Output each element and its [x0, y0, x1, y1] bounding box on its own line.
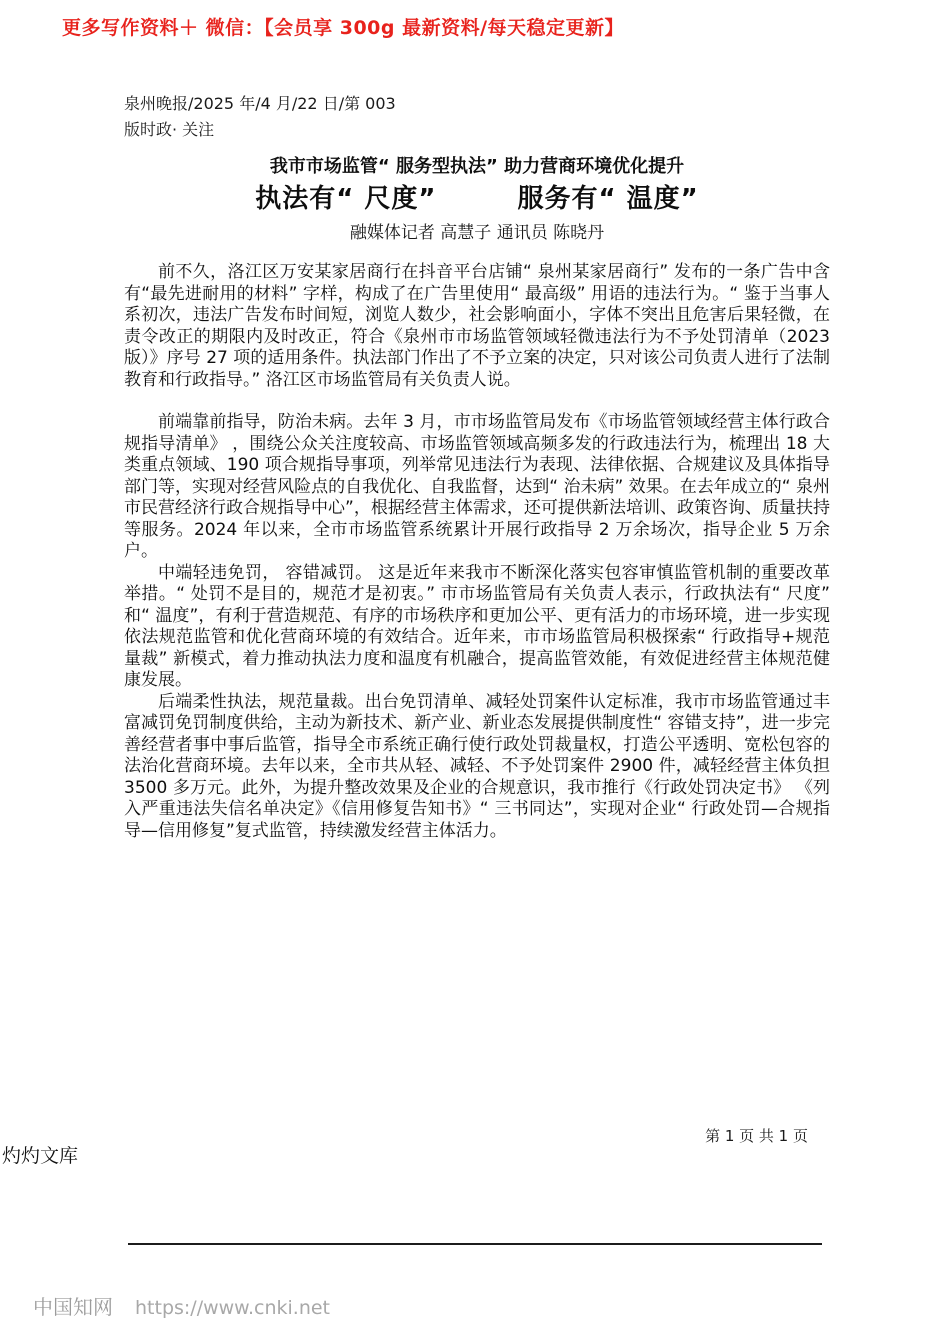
article-paragraph: 前端靠前指导，防治未病。去年 3 月，市市场监管局发布《市场监管领域经营主体行政合规指导清单》 ，围绕公众关注度较高、市场监管领域高频多发的行政违法行为，梳理出 18 大类重点领域、190 项合规指导事项，列举常见违法行为表现、法律依据、合规建议及具体指导部门等，实现对经营风险点的自我优化、自我监督，达到“ 治未病” 效果。在去年成立的“ 泉州市民营经济行政合规指导中心”，根据经营主体需求，还可提供新法培训、政策咨询、质量扶持等服务。2024 年以来，全市市场监管系统累计开展行政指导 2 万余场次，指导企业 5 万余户。	[124, 412, 830, 561]
footer-divider	[128, 1243, 822, 1245]
article-source	[124, 91, 396, 143]
article-paragraph: 中端轻违免罚， 容错减罚。 这是近年来我市不断深化落实包容审慎监管机制的重要改革举措。“ 处罚不是目的，规范才是初衷。” 市市场监管局有关负责人表示，行政执法有“ 尺度” 和“ 温度”，有利于营造规范、有序的市场秩序和更加公平、更有活力的市场环境，进一步实现依法规范监管和优化营商环境的有效结合。近年来，市市场监管局积极探索“ 行政指导+规范量裁” 新模式，着力推动执法力度和温度有机融合，提高监管效能，有效促进经营主体规范健康发展。	[124, 562, 830, 690]
article-subtitle: 执法有“ 尺度” 服务有“ 温度”	[255, 184, 699, 214]
source-line-2: 版时政· 关注	[124, 120, 215, 139]
library-watermark: 灼灼文库	[2, 1145, 79, 1167]
article-body	[124, 262, 830, 842]
article-byline: 融媒体记者 高慧子 通讯员 陈晓丹	[349, 223, 605, 243]
headline-block	[124, 155, 830, 245]
cnki-site-url[interactable]: https://www.cnki.net	[135, 1297, 331, 1319]
page-indicator: 第 1 页 共 1 页	[705, 1127, 808, 1145]
promo-banner: 更多写作资料＋ 微信：【会员享 300g 最新资料/每天稳定更新】	[62, 17, 625, 39]
cnki-site-name: 中国知网	[33, 1295, 113, 1319]
cnki-footer	[33, 1291, 330, 1320]
article-title: 我市市场监管“ 服务型执法” 助力营商环境优化提升	[269, 156, 685, 177]
article-paragraph: 后端柔性执法，规范量裁。出台免罚清单、减轻处罚案件认定标准，我市市场监管通过丰富减罚免罚制度供给，主动为新技术、新产业、新业态发展提供制度性“ 容错支持”，进一步完善经营者事中事后监管，指导全市系统正确行使行政处罚裁量权，打造公平透明、宽松包容的法治化营商环境。去年以来，全市共从轻、减轻、不予处罚案件 2900 件，减轻经营主体负担 3500 多万元。此外，为提升整改效果及企业的合规意识，我市推行《行政处罚决定书》 《列入严重违法失信名单决定》《信用修复告知书》“ 三书同达”，实现对企业“ 行政处罚—合规指导—信用修复”复式监管，持续激发经营主体活力。	[124, 691, 830, 841]
article-paragraph: 前不久，洛江区万安某家居商行在抖音平台店铺“ 泉州某家居商行” 发布的一条广告中含有“最先进耐用的材料” 字样，构成了在广告里使用“ 最高级” 用语的违法行为。“ 鉴于当事人系初次，违法广告发布时间短，浏览人数少，社会影响面小，字体不突出且危害后果轻微，在责令改正的期限内及时改正，符合《泉州市市场监管领域轻微违法行为不予处罚清单（2023 版）》序号 27 项的适用条件。执法部门作出了不予立案的决定，只对该公司负责人进行了法制教育和行政指导。” 洛江区市场监管局有关负责人说。	[124, 262, 830, 390]
source-line-1: 泉州晚报/2025 年/4 月/22 日/第 003	[124, 94, 396, 113]
